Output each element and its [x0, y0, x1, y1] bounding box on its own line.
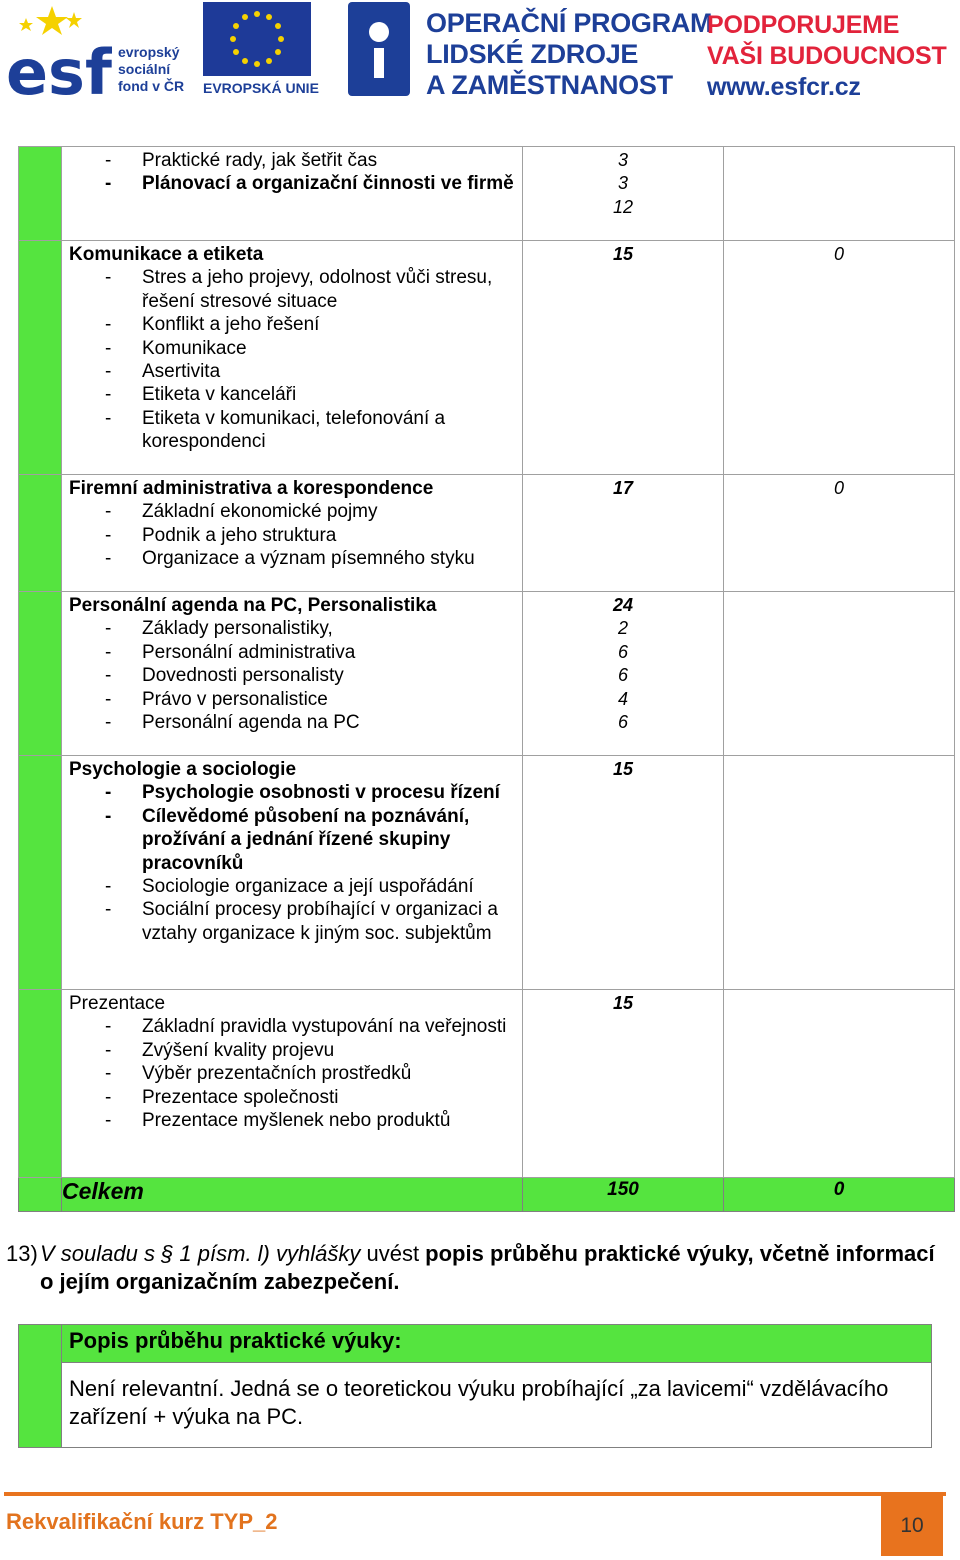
topic-cell: Psychologie a sociologie - Psychologie osobnosti v procesu řízení - Cílevědomé působení na poznávání, prožívání a jednání řízené skupiny pracovníků - Sociologie organizace a její uspořádání - Sociální procesy probíhající v organizaci a vztahy organizace k jiným soc. subjektům [62, 756, 523, 990]
topic-title: Komunikace a etiketa [69, 244, 264, 265]
eu-flag-icon [203, 2, 311, 76]
section-13-paragraph: 13) V souladu s § 1 písm. l) vyhlášky uvést popis průběhu praktické výuky, včetně informací o jejím organizačním zabezpečení. [6, 1241, 935, 1294]
green-margin-cell [19, 756, 62, 990]
topic-cell: Personální agenda na PC, Personalistika - Základy personalistiky, - Personální administrativa - Dovednosti personalisty - Právo v personalistice - Personální agenda na PC [62, 592, 523, 756]
box-text: Není relevantní. Jedná se o teoretickou výuku probíhající „za lavicemi“ vzdělávacího zařízení + výuka na PC. [69, 1376, 889, 1429]
total-hours-2: 0 [724, 1178, 955, 1212]
header-logos [0, 0, 960, 112]
course-table [18, 146, 955, 1212]
slogan: PODPORUJEME VAŠI BUDOUCNOST www.esfcr.cz [707, 11, 947, 101]
green-margin-cell [19, 592, 62, 756]
green-margin-cell [19, 1178, 62, 1212]
table-row [19, 241, 955, 475]
table-row [19, 990, 955, 1178]
total-row [19, 1178, 955, 1212]
eu-text: EVROPSKÁ UNIE [203, 80, 319, 96]
esf-letters: esf [6, 36, 112, 98]
topic-title: Firemní administrativa a korespondence [69, 478, 434, 499]
esf-url[interactable]: www.esfcr.cz [707, 73, 861, 101]
section-number: 13) [6, 1241, 38, 1266]
hours-cell-2: 0 [724, 241, 955, 475]
hours-cell: 3 3 12 [523, 147, 724, 241]
green-margin-cell [19, 241, 62, 475]
table-row [19, 756, 955, 990]
hours-cell: 17 [523, 475, 724, 592]
hours-cell-2 [724, 756, 955, 990]
box-heading: Popis průběhu praktické výuky: [62, 1325, 931, 1363]
topic-title: Psychologie a sociologie [69, 759, 297, 780]
legal-reference: V souladu s § 1 písm. l) vyhlášky [40, 1241, 361, 1266]
topic-cell: - Praktické rady, jak šetřit čas - Plánovací a organizační činnosti ve firmě [62, 147, 523, 241]
total-label: Celkem [62, 1178, 523, 1212]
practical-description-box [18, 1324, 932, 1448]
hours-cell: 15 [523, 990, 724, 1178]
hours-cell-2 [724, 990, 955, 1178]
page-number: 10 [881, 1496, 943, 1556]
topic-title: Personální agenda na PC, Personalistika [69, 595, 437, 616]
hours-cell-2 [724, 592, 955, 756]
esf-logo [4, 2, 112, 98]
topic-cell: Komunikace a etiketa - Stres a jeho projevy, odolnost vůči stresu, řešení stresové situace - Konflikt a jeho řešení - Komunikace - Asertivita - Etiketa v kanceláři - Etiketa v komunikaci, telefonování a korespondenci [62, 241, 523, 475]
table-row [19, 475, 955, 592]
footer-title: Rekvalifikační kurz TYP_2 [6, 1509, 278, 1534]
total-hours: 150 [523, 1178, 724, 1212]
green-margin-cell [19, 1325, 62, 1447]
op-program-title: OPERAČNÍ PROGRAM LIDSKÉ ZDROJE A ZAMĚSTNANOST [426, 8, 713, 100]
esf-side-text: evropský sociální fond v ČR [118, 44, 185, 94]
hours-cell: 15 [523, 756, 724, 990]
table-row [19, 147, 955, 241]
hours-cell: 15 [523, 241, 724, 475]
green-margin-cell [19, 147, 62, 241]
topic-cell: Prezentace - Základní pravidla vystupování na veřejnosti - Zvýšení kvality projevu - Výběr prezentačních prostředků - Prezentace společnosti - Prezentace myšlenek nebo produktů [62, 990, 523, 1178]
instruction-text: popis průběhu praktické výuky, včetně informací o jejím organizačním zabezpečení. [40, 1241, 935, 1294]
green-margin-cell [19, 990, 62, 1178]
puzzle-icon [348, 2, 410, 96]
table-row [19, 592, 955, 756]
topic-title: Prezentace [69, 993, 166, 1014]
hours-cell: 24 2 6 6 4 6 [523, 592, 724, 756]
green-margin-cell [19, 475, 62, 592]
footer-divider [4, 1492, 946, 1496]
topic-cell: Firemní administrativa a korespondence - Základní ekonomické pojmy - Podnik a jeho struktura - Organizace a význam písemného styku [62, 475, 523, 592]
hours-cell-2: 0 [724, 475, 955, 592]
hours-cell-2 [724, 147, 955, 241]
